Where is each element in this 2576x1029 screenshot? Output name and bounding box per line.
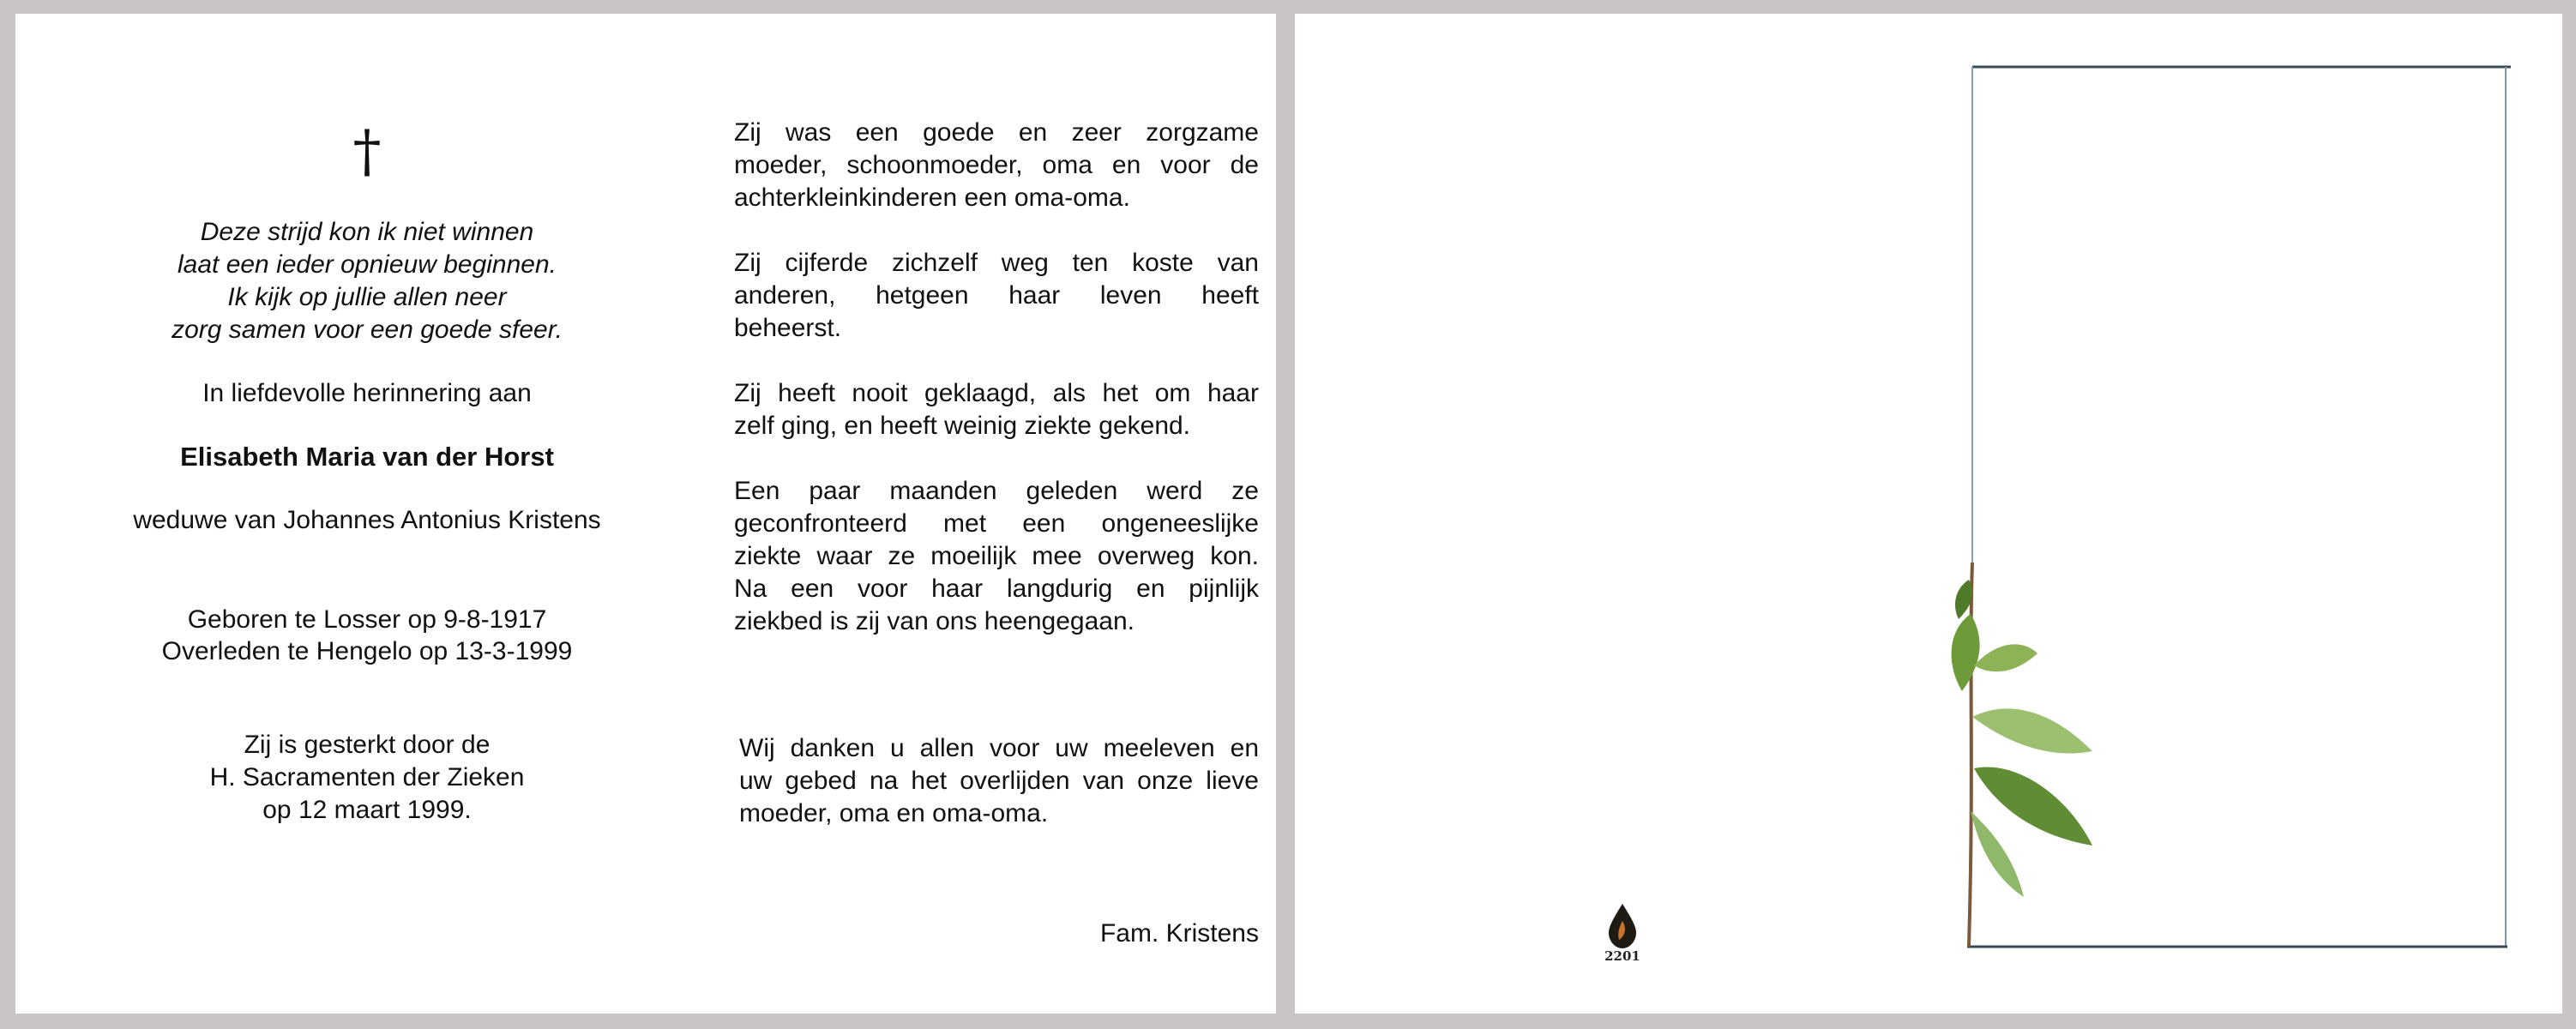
paragraph-line: ziekbed is zij van ons heengegaan. <box>734 607 1135 635</box>
plant-frame-illustration <box>1295 14 2562 1014</box>
right-page <box>1295 14 2562 1014</box>
paragraph-line: Zij heeft nooit geklaagd, als het om haar <box>734 379 1259 407</box>
sacraments-line: H. Sacramenten der Zieken <box>209 763 525 791</box>
paragraph-line: Na een voor haar langdurig en pijnlijk <box>734 575 1259 603</box>
deceased-name: Elisabeth Maria van der Horst <box>180 442 554 472</box>
widow-line: weduwe van Johannes Antonius Kristens <box>133 506 601 534</box>
paragraph-line: geconfronteerd met een ongeneeslijke <box>734 509 1259 538</box>
cross-icon: † <box>352 118 382 184</box>
leaf-icon <box>1972 708 2092 753</box>
paragraph-2 <box>734 247 1259 345</box>
paragraph-line: anderen, hetgeen haar leven heeft <box>734 281 1259 310</box>
paragraph-line: achterkleinkinderen een oma-oma. <box>734 184 1130 212</box>
poem <box>15 216 719 346</box>
left-page <box>15 14 1276 1014</box>
death-line: Overleden te Hengelo op 13-3-1999 <box>161 637 573 665</box>
paragraph-line: Zij cijferde zichzelf weg ten koste van <box>734 249 1259 277</box>
paragraph-line: moeder, schoonmoeder, oma en voor de <box>734 151 1259 179</box>
paragraph-line: ziekte waar ze moeilijk mee overweg kon. <box>734 542 1259 570</box>
memory-line: In liefdevolle herinnering aan <box>202 379 532 407</box>
paragraph-line: moeder, oma en oma-oma. <box>739 799 1049 827</box>
poem-line: Deze strijd kon ik niet winnen <box>200 218 534 246</box>
sacraments-line: op 12 maart 1999. <box>262 796 472 824</box>
leaf-icon <box>1952 614 1980 691</box>
family-signature: Fam. Kristens <box>1099 919 1259 948</box>
poem-line: zorg samen voor een goede sfeer. <box>172 316 563 344</box>
paragraph-line: Wij danken u allen voor uw meeleven en <box>739 734 1259 762</box>
birth-line: Geboren te Losser op 9-8-1917 <box>187 605 547 634</box>
paragraph-5 <box>739 732 1259 830</box>
print-code: 2201 <box>1604 948 1640 964</box>
sacraments-text <box>15 729 719 827</box>
sacraments-line: Zij is gesterkt door de <box>244 731 491 759</box>
paragraph-3 <box>734 377 1259 442</box>
paragraph-line: zelf ging, en heeft weinig ziekte gekend. <box>734 412 1191 440</box>
leaf-icon <box>1971 811 2024 897</box>
leaf-icon <box>1974 644 2037 671</box>
paragraph-line: Zij was een goede en zeer zorgzame <box>734 118 1259 147</box>
paragraph-line: Een paar maanden geleden werd ze <box>734 477 1259 505</box>
paragraph-line: uw gebed na het overlijden van onze lieve <box>739 767 1259 795</box>
paragraph-1 <box>734 117 1259 214</box>
paragraph-line: beheerst. <box>734 314 842 342</box>
paragraph-4 <box>734 475 1259 638</box>
poem-line: Ik kijk op jullie allen neer <box>227 283 507 311</box>
poem-line: laat een ieder opnieuw beginnen. <box>177 250 557 279</box>
